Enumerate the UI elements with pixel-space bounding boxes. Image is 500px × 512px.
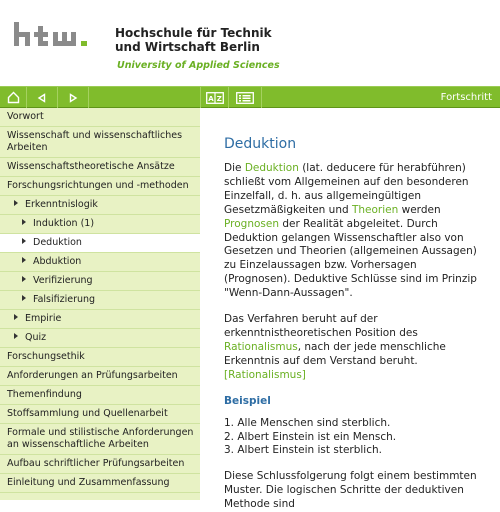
example-line: 3. Albert Einstein ist sterblich. <box>224 444 382 457</box>
caret-right-icon <box>22 276 26 282</box>
sidebar-item-label: Themenfindung <box>7 389 82 400</box>
sidebar-item-label: Formale und stilistische Anforderungen an wissenschaftliche Arbeiten <box>7 427 194 450</box>
example-line: 1. Alle Menschen sind sterblich. <box>224 416 391 429</box>
sidebar-item-anforderungen[interactable] <box>0 367 200 386</box>
home-icon <box>7 91 20 104</box>
sidebar-item-verifizierung[interactable] <box>0 272 200 291</box>
paragraph-definition <box>224 162 486 301</box>
text: der Realität abgeleitet. Durch Deduktion gelangen Wissenschaftler also von Gesetzen und Theorien (allgemeinen Aussagen) zu Einzelaussagen bzw. Vorhersagen (Prognosen). Deduktive Schlüsse sind im Prinzip "Wenn-Dann-Aussagen". <box>224 217 477 300</box>
text: werden <box>398 203 441 216</box>
caret-right-icon <box>14 314 18 320</box>
sidebar-item-falsifizierung[interactable] <box>0 291 200 310</box>
institution-tagline: University of Applied Sciences <box>117 60 280 71</box>
deduktion-link[interactable]: Deduktion <box>244 162 299 174</box>
sidebar-item-label: Empirie <box>25 313 62 324</box>
rationalismus-link[interactable]: Rationalismus <box>224 340 298 353</box>
sidebar-item-label: Einleitung und Zusammenfassung <box>7 477 170 488</box>
rationalismus-reference-link[interactable]: [Rationalismus] <box>224 368 306 381</box>
text: (lat. deducere für herabführen) schließt vom Allgemeinen auf den besonderen Einzelfall, d. h. aus allgemeingültigen Gesetzmäßigkeiten und <box>224 162 469 216</box>
sidebar-item-label: Wissenschaftstheoretische Ansätze <box>7 161 175 172</box>
sidebar-item-erkenntnislogik[interactable] <box>0 196 200 215</box>
svg-text:Z: Z <box>216 94 222 103</box>
sidebar-item-vorwort[interactable] <box>0 108 200 127</box>
sidebar-item-label: Abduktion <box>33 256 82 267</box>
sidebar-item-themenfindung[interactable] <box>0 386 200 405</box>
sidebar-item-label: Deduktion <box>33 237 82 248</box>
sidebar-item-label: Verifizierung <box>33 275 93 286</box>
home-button[interactable] <box>0 87 27 108</box>
example-heading: Beispiel <box>224 394 271 407</box>
sidebar-item-label: Falsifizierung <box>33 294 96 305</box>
institution-name-line1: Hochschule für Technik <box>115 26 272 40</box>
sidebar-item-empirie[interactable] <box>0 310 200 329</box>
sidebar-item-formale-anforderungen[interactable] <box>0 424 200 455</box>
sidebar-item-label: Stoffsammlung und Quellenarbeit <box>7 408 168 419</box>
caret-right-icon <box>22 257 26 263</box>
sidebar-item-label: Forschungsethik <box>7 351 85 362</box>
sidebar-item-label: Quiz <box>25 332 47 343</box>
sidebar-item-deduktion[interactable] <box>0 234 200 253</box>
previous-page-button[interactable] <box>27 87 58 108</box>
toolbar <box>0 86 500 108</box>
caret-right-icon <box>22 219 26 225</box>
sidebar-item-label: Wissenschaft und wissenschaftliches Arbeiten <box>7 130 183 153</box>
page-title: Deduktion <box>224 136 297 152</box>
next-page-button[interactable] <box>58 87 89 108</box>
sidebar-item-label: Induktion (1) <box>33 218 95 229</box>
sidebar-item-label: Forschungsrichtungen und -methoden <box>7 180 189 191</box>
sidebar-item-label: Vorwort <box>7 111 44 122</box>
sidebar-item-induktion[interactable] <box>0 215 200 234</box>
caret-right-icon <box>14 333 18 339</box>
sidebar-item-forschungsrichtungen[interactable] <box>0 177 200 196</box>
paragraph-conclusion: Diese Schlussfolgerung folgt einem bestimmten Muster. Die logischen Schritte der deduktiven Methode sind <box>224 470 477 511</box>
caret-right-icon <box>22 238 26 244</box>
arrow-right-icon <box>68 93 78 103</box>
main-content <box>200 108 500 511</box>
progress-link[interactable]: Fortschritt <box>440 92 492 103</box>
theorien-link[interactable]: Theorien <box>351 203 399 216</box>
sidebar-item-label: Anforderungen an Prüfungsarbeiten <box>7 370 178 381</box>
sidebar-item-abduktion[interactable] <box>0 253 200 272</box>
text: Das Verfahren beruht auf der erkenntnistheoretischen Position des <box>224 313 418 339</box>
example-line: 2. Albert Einstein ist ein Mensch. <box>224 430 397 443</box>
text: , nach der jede menschliche Erkenntnis auf dem Verstand beruht. <box>224 340 446 367</box>
sidebar-item-aufbau[interactable] <box>0 455 200 474</box>
prognosen-link[interactable]: Prognosen <box>224 217 279 230</box>
sidebar-nav <box>0 108 200 500</box>
svg-text:A: A <box>207 94 214 103</box>
caret-right-icon <box>14 200 18 206</box>
institution-name-line2: und Wirtschaft Berlin <box>115 40 260 54</box>
institution-name <box>115 26 272 54</box>
sidebar-item-stoffsammlung[interactable] <box>0 405 200 424</box>
sidebar-item-quiz[interactable] <box>0 329 200 348</box>
sidebar-item-wissenschaftstheorie[interactable] <box>0 158 200 177</box>
htw-logo <box>14 22 104 50</box>
list-icon <box>236 92 254 104</box>
example-list <box>224 417 486 459</box>
sidebar-item-label: Erkenntnislogik <box>25 199 98 210</box>
sidebar-item-einleitung[interactable] <box>0 474 200 493</box>
arrow-left-icon <box>37 93 47 103</box>
sidebar-item-wissenschaft[interactable] <box>0 127 200 158</box>
sidebar-item-label: Aufbau schriftlicher Prüfungsarbeiten <box>7 458 185 469</box>
sidebar-item-forschungsethik[interactable] <box>0 348 200 367</box>
text: Die <box>224 162 245 174</box>
page-header <box>0 0 500 86</box>
glossary-button[interactable] <box>200 87 229 108</box>
glossary-icon <box>206 92 224 104</box>
table-of-contents-button[interactable] <box>229 87 262 108</box>
paragraph-rationalism <box>224 313 486 383</box>
caret-right-icon <box>22 295 26 301</box>
